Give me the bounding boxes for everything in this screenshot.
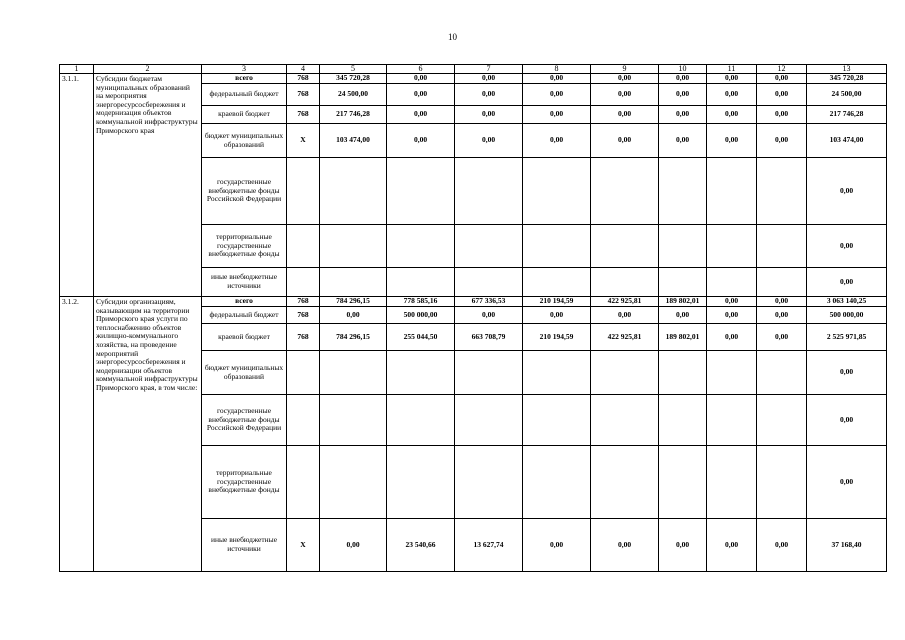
value-cell-c6: 500 000,00 — [387, 307, 455, 324]
value-cell-c6: 255 044,50 — [387, 324, 455, 351]
value-cell-c9: 0,00 — [591, 124, 659, 158]
funding-source: федеральный бюджет — [202, 307, 287, 324]
value-cell-c5: 0,00 — [320, 307, 387, 324]
table-row — [60, 74, 887, 84]
header-cell-8: 8 — [523, 65, 591, 74]
value-cell-c4: X — [287, 124, 320, 158]
value-cell-c8: 0,00 — [523, 124, 591, 158]
value-cell-c13: 345 720,28 — [807, 74, 887, 84]
header-cell-6: 6 — [387, 65, 455, 74]
value-cell-c10: 0,00 — [659, 106, 707, 124]
funding-source: территориальные государственные внебюджетные фонды — [202, 446, 287, 519]
item-name: Субсидии организациям, оказывающим на территории Приморского края услуги по теплоснабжению объектов жилищно-коммунального хозяйства, на проведение мероприятий энергоресурсосбережения и модернизации объектов коммунальной инфраструктуры Приморского края, в том числе: — [94, 297, 202, 572]
header-cell-13: 13 — [807, 65, 887, 74]
header-cell-7: 7 — [455, 65, 523, 74]
value-cell-c11 — [707, 395, 757, 446]
value-cell-c12 — [757, 268, 807, 297]
value-cell-c13: 0,00 — [807, 268, 887, 297]
financing-table — [59, 64, 887, 572]
value-cell-c4: 768 — [287, 84, 320, 106]
value-cell-c4 — [287, 351, 320, 395]
value-cell-c8 — [523, 268, 591, 297]
header-cell-12: 12 — [757, 65, 807, 74]
value-cell-c13: 3 063 140,25 — [807, 297, 887, 307]
value-cell-c7: 13 627,74 — [455, 519, 523, 572]
item-name: Субсидии бюджетам муниципальных образований на мероприятия энергоресурсосбережения и модернизация объектов коммунальной инфраструктуры Приморского края — [94, 74, 202, 297]
value-cell-c9 — [591, 395, 659, 446]
value-cell-c10 — [659, 268, 707, 297]
value-cell-c8: 0,00 — [523, 84, 591, 106]
value-cell-c7: 663 708,79 — [455, 324, 523, 351]
table-row — [60, 297, 887, 307]
value-cell-c5: 24 500,00 — [320, 84, 387, 106]
value-cell-c8: 0,00 — [523, 307, 591, 324]
value-cell-c8 — [523, 225, 591, 268]
funding-source: бюджет муниципальных образований — [202, 124, 287, 158]
value-cell-c12 — [757, 446, 807, 519]
value-cell-c8: 0,00 — [523, 106, 591, 124]
value-cell-c13: 37 168,40 — [807, 519, 887, 572]
value-cell-c9: 0,00 — [591, 519, 659, 572]
value-cell-c10 — [659, 351, 707, 395]
value-cell-c13: 0,00 — [807, 351, 887, 395]
header-cell-9: 9 — [591, 65, 659, 74]
item-code: 3.1.1. — [60, 74, 94, 297]
value-cell-c7 — [455, 158, 523, 225]
value-cell-c9 — [591, 225, 659, 268]
value-cell-c10 — [659, 225, 707, 268]
funding-source: государственные внебюджетные фонды Российской Федерации — [202, 395, 287, 446]
value-cell-c8 — [523, 446, 591, 519]
value-cell-c12 — [757, 395, 807, 446]
value-cell-c10: 189 802,01 — [659, 324, 707, 351]
value-cell-c5 — [320, 268, 387, 297]
value-cell-c8: 210 194,59 — [523, 297, 591, 307]
value-cell-c4 — [287, 395, 320, 446]
value-cell-c4 — [287, 158, 320, 225]
value-cell-c6: 778 585,16 — [387, 297, 455, 307]
page-number: 10 — [448, 32, 457, 42]
value-cell-c11: 0,00 — [707, 124, 757, 158]
funding-source: федеральный бюджет — [202, 84, 287, 106]
value-cell-c6 — [387, 268, 455, 297]
value-cell-c4: 768 — [287, 74, 320, 84]
value-cell-c11: 0,00 — [707, 297, 757, 307]
value-cell-c4: 768 — [287, 307, 320, 324]
header-row — [60, 65, 887, 74]
value-cell-c11: 0,00 — [707, 519, 757, 572]
value-cell-c12 — [757, 158, 807, 225]
value-cell-c10 — [659, 158, 707, 225]
value-cell-c7 — [455, 446, 523, 519]
header-cell-11: 11 — [707, 65, 757, 74]
value-cell-c12: 0,00 — [757, 124, 807, 158]
header-cell-5: 5 — [320, 65, 387, 74]
value-cell-c6: 0,00 — [387, 74, 455, 84]
value-cell-c8: 210 194,59 — [523, 324, 591, 351]
value-cell-c10: 189 802,01 — [659, 297, 707, 307]
value-cell-c5: 217 746,28 — [320, 106, 387, 124]
value-cell-c5 — [320, 158, 387, 225]
value-cell-c13: 0,00 — [807, 446, 887, 519]
value-cell-c8 — [523, 158, 591, 225]
value-cell-c9: 0,00 — [591, 74, 659, 84]
value-cell-c7 — [455, 395, 523, 446]
value-cell-c13: 24 500,00 — [807, 84, 887, 106]
header-cell-3: 3 — [202, 65, 287, 74]
value-cell-c11: 0,00 — [707, 74, 757, 84]
value-cell-c9 — [591, 351, 659, 395]
value-cell-c13: 0,00 — [807, 158, 887, 225]
value-cell-c5 — [320, 351, 387, 395]
value-cell-c7 — [455, 268, 523, 297]
value-cell-c11: 0,00 — [707, 324, 757, 351]
value-cell-c8: 0,00 — [523, 74, 591, 84]
value-cell-c5 — [320, 225, 387, 268]
funding-source: иные внебюджетные источники — [202, 268, 287, 297]
value-cell-c10: 0,00 — [659, 74, 707, 84]
value-cell-c4: 768 — [287, 324, 320, 351]
value-cell-c12: 0,00 — [757, 519, 807, 572]
value-cell-c10 — [659, 446, 707, 519]
value-cell-c5 — [320, 395, 387, 446]
value-cell-c4: X — [287, 519, 320, 572]
value-cell-c12: 0,00 — [757, 84, 807, 106]
value-cell-c6 — [387, 351, 455, 395]
value-cell-c5: 0,00 — [320, 519, 387, 572]
funding-source: государственные внебюджетные фонды Российской Федерации — [202, 158, 287, 225]
value-cell-c11 — [707, 225, 757, 268]
value-cell-c10: 0,00 — [659, 307, 707, 324]
value-cell-c10: 0,00 — [659, 519, 707, 572]
value-cell-c6: 0,00 — [387, 84, 455, 106]
funding-source: всего — [202, 297, 287, 307]
funding-source: бюджет муниципальных образований — [202, 351, 287, 395]
value-cell-c9: 422 925,81 — [591, 297, 659, 307]
value-cell-c5: 784 296,15 — [320, 324, 387, 351]
value-cell-c4 — [287, 268, 320, 297]
value-cell-c10 — [659, 395, 707, 446]
value-cell-c7: 0,00 — [455, 74, 523, 84]
value-cell-c11 — [707, 268, 757, 297]
funding-source: территориальные государственные внебюджетные фонды — [202, 225, 287, 268]
funding-source: краевой бюджет — [202, 324, 287, 351]
value-cell-c7: 677 336,53 — [455, 297, 523, 307]
value-cell-c6: 0,00 — [387, 124, 455, 158]
value-cell-c13: 0,00 — [807, 395, 887, 446]
value-cell-c12: 0,00 — [757, 297, 807, 307]
value-cell-c4: 768 — [287, 297, 320, 307]
header-cell-4: 4 — [287, 65, 320, 74]
value-cell-c7: 0,00 — [455, 124, 523, 158]
value-cell-c5: 103 474,00 — [320, 124, 387, 158]
value-cell-c4 — [287, 225, 320, 268]
value-cell-c13: 217 746,28 — [807, 106, 887, 124]
value-cell-c9 — [591, 446, 659, 519]
value-cell-c8 — [523, 395, 591, 446]
value-cell-c9: 0,00 — [591, 307, 659, 324]
value-cell-c11 — [707, 446, 757, 519]
value-cell-c11 — [707, 158, 757, 225]
value-cell-c5: 784 296,15 — [320, 297, 387, 307]
value-cell-c4: 768 — [287, 106, 320, 124]
value-cell-c8 — [523, 351, 591, 395]
value-cell-c10: 0,00 — [659, 84, 707, 106]
value-cell-c9: 0,00 — [591, 106, 659, 124]
funding-source: всего — [202, 74, 287, 84]
value-cell-c9 — [591, 158, 659, 225]
funding-source: краевой бюджет — [202, 106, 287, 124]
header-cell-2: 2 — [94, 65, 202, 74]
value-cell-c12: 0,00 — [757, 106, 807, 124]
value-cell-c9: 422 925,81 — [591, 324, 659, 351]
value-cell-c13: 0,00 — [807, 225, 887, 268]
value-cell-c6 — [387, 446, 455, 519]
item-code: 3.1.2. — [60, 297, 94, 572]
value-cell-c12: 0,00 — [757, 307, 807, 324]
value-cell-c4 — [287, 446, 320, 519]
value-cell-c12 — [757, 225, 807, 268]
header-cell-10: 10 — [659, 65, 707, 74]
value-cell-c7: 0,00 — [455, 106, 523, 124]
value-cell-c7: 0,00 — [455, 84, 523, 106]
value-cell-c11: 0,00 — [707, 106, 757, 124]
value-cell-c6 — [387, 158, 455, 225]
value-cell-c12: 0,00 — [757, 324, 807, 351]
value-cell-c6: 0,00 — [387, 106, 455, 124]
funding-source: иные внебюджетные источники — [202, 519, 287, 572]
value-cell-c7: 0,00 — [455, 307, 523, 324]
value-cell-c12 — [757, 351, 807, 395]
value-cell-c13: 103 474,00 — [807, 124, 887, 158]
value-cell-c6 — [387, 395, 455, 446]
value-cell-c13: 2 525 971,85 — [807, 324, 887, 351]
header-cell-1: 1 — [60, 65, 94, 74]
value-cell-c6: 23 540,66 — [387, 519, 455, 572]
value-cell-c11: 0,00 — [707, 84, 757, 106]
value-cell-c9 — [591, 268, 659, 297]
value-cell-c10: 0,00 — [659, 124, 707, 158]
value-cell-c8: 0,00 — [523, 519, 591, 572]
value-cell-c7 — [455, 351, 523, 395]
value-cell-c11 — [707, 351, 757, 395]
value-cell-c11: 0,00 — [707, 307, 757, 324]
value-cell-c12: 0,00 — [757, 74, 807, 84]
value-cell-c13: 500 000,00 — [807, 307, 887, 324]
value-cell-c7 — [455, 225, 523, 268]
value-cell-c5: 345 720,28 — [320, 74, 387, 84]
value-cell-c6 — [387, 225, 455, 268]
value-cell-c5 — [320, 446, 387, 519]
value-cell-c9: 0,00 — [591, 84, 659, 106]
